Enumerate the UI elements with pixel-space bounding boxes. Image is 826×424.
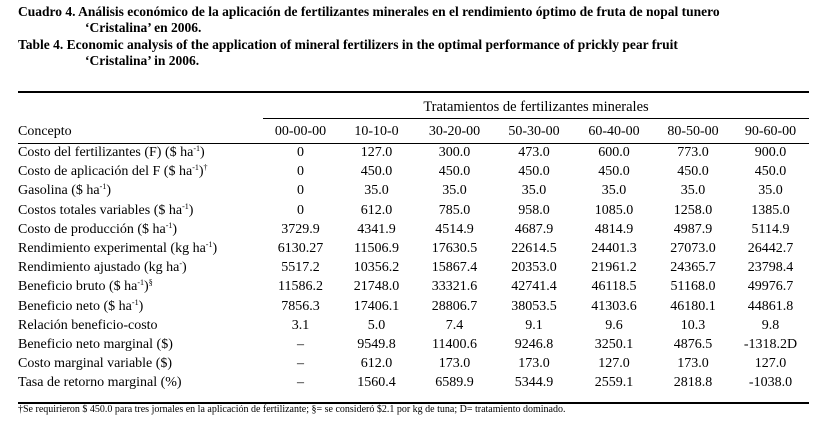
table-cell: 35.0 <box>680 183 706 199</box>
treatment-header: 00-00-00 <box>274 123 327 139</box>
unit-superscript: -1 <box>182 201 189 211</box>
table-cell: -1038.0 <box>748 375 793 391</box>
table-cell: 35.0 <box>442 183 467 199</box>
table-cell: 4814.9 <box>594 221 634 237</box>
treatment-header: 50-30-00 <box>508 123 560 139</box>
row-label <box>18 316 263 335</box>
table-cell: 35.0 <box>521 183 547 199</box>
unit-superscript: -1 <box>137 278 145 288</box>
table-cell: 450.0 <box>754 164 787 180</box>
table-cell: 5517.2 <box>281 260 320 276</box>
table-cell: 21961.2 <box>591 260 637 276</box>
row-label-text: Costo de producción ($ ha <box>18 221 166 237</box>
table-cell: 5114.9 <box>751 221 790 237</box>
table-cell: 9.6 <box>605 317 623 333</box>
table-cell: 2559.1 <box>594 375 634 391</box>
table-cell: 46180.1 <box>670 298 716 314</box>
row-label-suffix: ) <box>188 202 194 218</box>
row-label <box>18 162 263 181</box>
treatment-header: 30-20-00 <box>428 123 481 139</box>
table-cell: 10.3 <box>680 317 706 333</box>
footnote-marker: § <box>148 278 153 288</box>
table-cell: 958.0 <box>518 202 550 218</box>
row-label-text: Rendimiento experimental (kg ha <box>18 241 206 257</box>
table-row <box>18 373 809 392</box>
table-cell: 173.0 <box>518 356 550 372</box>
table-cell: 600.0 <box>598 145 630 161</box>
table-cell: 46118.5 <box>591 279 637 295</box>
table-cell: 785.0 <box>438 202 471 218</box>
row-label <box>18 181 263 200</box>
table-cell: 35.0 <box>758 183 783 199</box>
table-cell: 22614.5 <box>511 241 557 257</box>
table-cell: 35.0 <box>601 183 627 199</box>
table-cell: 35.0 <box>364 183 389 199</box>
table-cell: 10356.2 <box>353 260 400 276</box>
row-label-text: Gasolina ($ ha <box>18 183 100 199</box>
caption-english <box>18 37 678 69</box>
table-cell: 11586.2 <box>278 279 323 295</box>
table-cell: 4341.9 <box>357 221 396 237</box>
table-footnote: †Se requirieron $ 450.0 para tres jornales en la aplicación de fertilizante; §= se consideró $2.1 por kg de tuna; D= tratamiento dominado. <box>18 404 566 415</box>
table-cell: 612.0 <box>360 202 393 218</box>
row-label <box>18 277 263 296</box>
row-label-text: Relación beneficio-costo <box>18 317 158 333</box>
table-cell: 0 <box>297 202 304 218</box>
caption-spanish <box>18 4 720 36</box>
table-body <box>18 121 809 392</box>
row-label <box>18 239 263 258</box>
table-cell: 4876.5 <box>673 336 713 352</box>
table-cell: 42741.4 <box>511 279 557 295</box>
row-label-text: Rendimiento ajustado (kg ha <box>18 260 180 276</box>
table-cell: 15867.4 <box>431 260 478 276</box>
row-label-text: Costos totales variables ($ ha <box>18 202 183 218</box>
table-cell: 173.0 <box>677 356 709 372</box>
row-label-suffix: ) <box>144 279 149 295</box>
unit-superscript: -1 <box>131 297 139 307</box>
table-cell: 51168.0 <box>670 279 716 295</box>
table-cell: 49976.7 <box>747 279 794 295</box>
table-cell: 127.0 <box>598 356 630 372</box>
table-row <box>18 277 809 296</box>
row-label-suffix: ) <box>200 145 205 161</box>
table-cell: 4514.9 <box>435 221 474 237</box>
table-row <box>18 220 809 239</box>
table-cell: 2818.8 <box>673 375 713 391</box>
table-cell: 9549.8 <box>357 336 396 352</box>
table-cell: 27073.0 <box>670 241 716 257</box>
table-cell: 612.0 <box>360 356 393 372</box>
table-cell: 450.0 <box>518 164 550 180</box>
table-cell: 9.1 <box>525 317 543 333</box>
table-cell: 20353.0 <box>511 260 557 276</box>
caption-english-line1: Table 4. Economic analysis of the application of mineral fertilizers in the optimal performance of prickly pear fruit <box>18 37 678 52</box>
table-cell: 17406.1 <box>353 298 400 314</box>
column-header-row <box>18 121 809 141</box>
table-cell: 41303.6 <box>591 298 637 314</box>
table-cell: 9.8 <box>761 317 780 333</box>
row-label-text: Costo de aplicación del F ($ ha <box>18 164 193 180</box>
row-label-suffix: ) <box>106 183 111 199</box>
row-label <box>18 297 263 316</box>
table-cell: 773.0 <box>677 145 709 161</box>
row-label <box>18 220 263 239</box>
table-row <box>18 297 809 316</box>
table-cell: – <box>297 375 304 391</box>
table-cell: 450.0 <box>677 164 709 180</box>
table-row <box>18 239 809 258</box>
table-row <box>18 316 809 335</box>
table-cell: 1085.0 <box>594 202 634 218</box>
table-cell: 9246.8 <box>514 336 554 352</box>
row-label-suffix: ) <box>198 164 204 180</box>
table-cell: 0 <box>297 145 304 161</box>
table-top-rule <box>18 91 809 93</box>
unit-superscript: -1 <box>165 220 173 230</box>
row-label-text: Beneficio neto ($ ha <box>18 298 132 314</box>
row-label <box>18 141 263 162</box>
table-row <box>18 162 809 181</box>
unit-superscript: - <box>179 259 183 269</box>
table-cell: 5.0 <box>367 317 386 333</box>
table-cell: 33321.6 <box>431 279 478 295</box>
table-cell: 450.0 <box>360 164 393 180</box>
table-row <box>18 258 809 277</box>
table-cell: 23798.4 <box>747 260 794 276</box>
table-cell: 26442.7 <box>747 241 794 257</box>
row-label-text: Beneficio neto marginal ($) <box>18 336 173 352</box>
row-label <box>18 373 263 392</box>
table-cell: 0 <box>297 164 304 180</box>
table-cell: 5344.9 <box>514 375 554 391</box>
row-label-text: Costo del fertilizantes (F) ($ ha <box>18 145 194 161</box>
table-cell: 473.0 <box>518 145 550 161</box>
table-cell: 11506.9 <box>354 241 399 257</box>
row-label <box>18 335 263 354</box>
row-label-suffix: ) <box>182 260 187 276</box>
table-cell: 44861.8 <box>747 298 794 314</box>
treatment-header: 90-60-00 <box>744 123 797 139</box>
unit-superscript: -1 <box>99 182 107 192</box>
table-cell: 21748.0 <box>353 279 400 295</box>
table-cell: 38053.5 <box>511 298 557 314</box>
table-cell: 6589.9 <box>435 375 474 391</box>
table-row <box>18 354 809 373</box>
row-label-text: Costo marginal variable ($) <box>18 356 173 372</box>
row-label-suffix: ) <box>212 241 218 257</box>
table-row <box>18 335 809 354</box>
unit-superscript: -1 <box>192 163 199 173</box>
table-cell: 3.1 <box>291 317 310 333</box>
row-label-text: Beneficio bruto ($ ha <box>18 279 138 295</box>
concept-header: Concepto <box>18 123 72 139</box>
table-cell: 4687.9 <box>514 221 554 237</box>
table-cell: 7856.3 <box>281 298 320 314</box>
treatments-group-header: Tratamientos de fertilizantes minerales <box>423 99 649 115</box>
table-cell: 3729.9 <box>281 221 320 237</box>
unit-superscript: -1 <box>193 144 201 154</box>
row-label-suffix: ) <box>138 298 144 314</box>
table-cell: – <box>297 336 304 352</box>
table-cell: 4987.9 <box>673 221 713 237</box>
group-header-underline <box>263 118 809 119</box>
caption-english-line2: ‘Cristalina’ in 2006. <box>85 53 200 68</box>
table-cell: 127.0 <box>754 356 787 372</box>
treatment-header: 80-50-00 <box>667 123 719 139</box>
table-cell: 24365.7 <box>670 260 716 276</box>
table-row <box>18 201 809 220</box>
treatment-header: 10-10-0 <box>354 123 399 139</box>
table-cell: – <box>297 356 304 372</box>
table-cell: 6130.27 <box>277 241 324 257</box>
table-cell: 24401.3 <box>591 241 637 257</box>
table-cell: 300.0 <box>438 145 471 161</box>
table-cell: 900.0 <box>754 145 787 161</box>
table-cell: -1318.2D <box>743 336 798 352</box>
table-cell: 0 <box>297 183 304 199</box>
caption-spanish-line1: Cuadro 4. Análisis económico de la aplicación de fertilizantes minerales en el rendimiento óptimo de fruta de nopal tunero <box>18 4 720 19</box>
caption-spanish-line2: ‘Cristalina’ en 2006. <box>85 20 202 35</box>
row-label-text: Tasa de retorno marginal (%) <box>18 375 182 391</box>
table-cell: 127.0 <box>360 145 393 161</box>
unit-superscript: -1 <box>205 240 213 250</box>
table-cell: 450.0 <box>438 164 471 180</box>
table-cell: 28806.7 <box>431 298 478 314</box>
row-label <box>18 201 263 220</box>
table-cell: 450.0 <box>598 164 630 180</box>
table-cell: 1258.0 <box>673 202 713 218</box>
table-row <box>18 181 809 200</box>
table-row <box>18 141 809 162</box>
footnote-marker: † <box>203 163 208 173</box>
treatment-header: 60-40-00 <box>588 123 640 139</box>
table-cell: 17630.5 <box>431 241 478 257</box>
table-cell: 1385.0 <box>751 202 790 218</box>
economic-analysis-table <box>18 121 809 392</box>
table-cell: 11400.6 <box>432 336 477 352</box>
table-cell: 173.0 <box>438 356 471 372</box>
table-cell: 7.4 <box>445 317 464 333</box>
table-cell: 3250.1 <box>594 336 634 352</box>
row-label <box>18 258 263 277</box>
row-label <box>18 354 263 373</box>
row-label-suffix: ) <box>172 221 178 237</box>
table-cell: 1560.4 <box>357 375 396 391</box>
